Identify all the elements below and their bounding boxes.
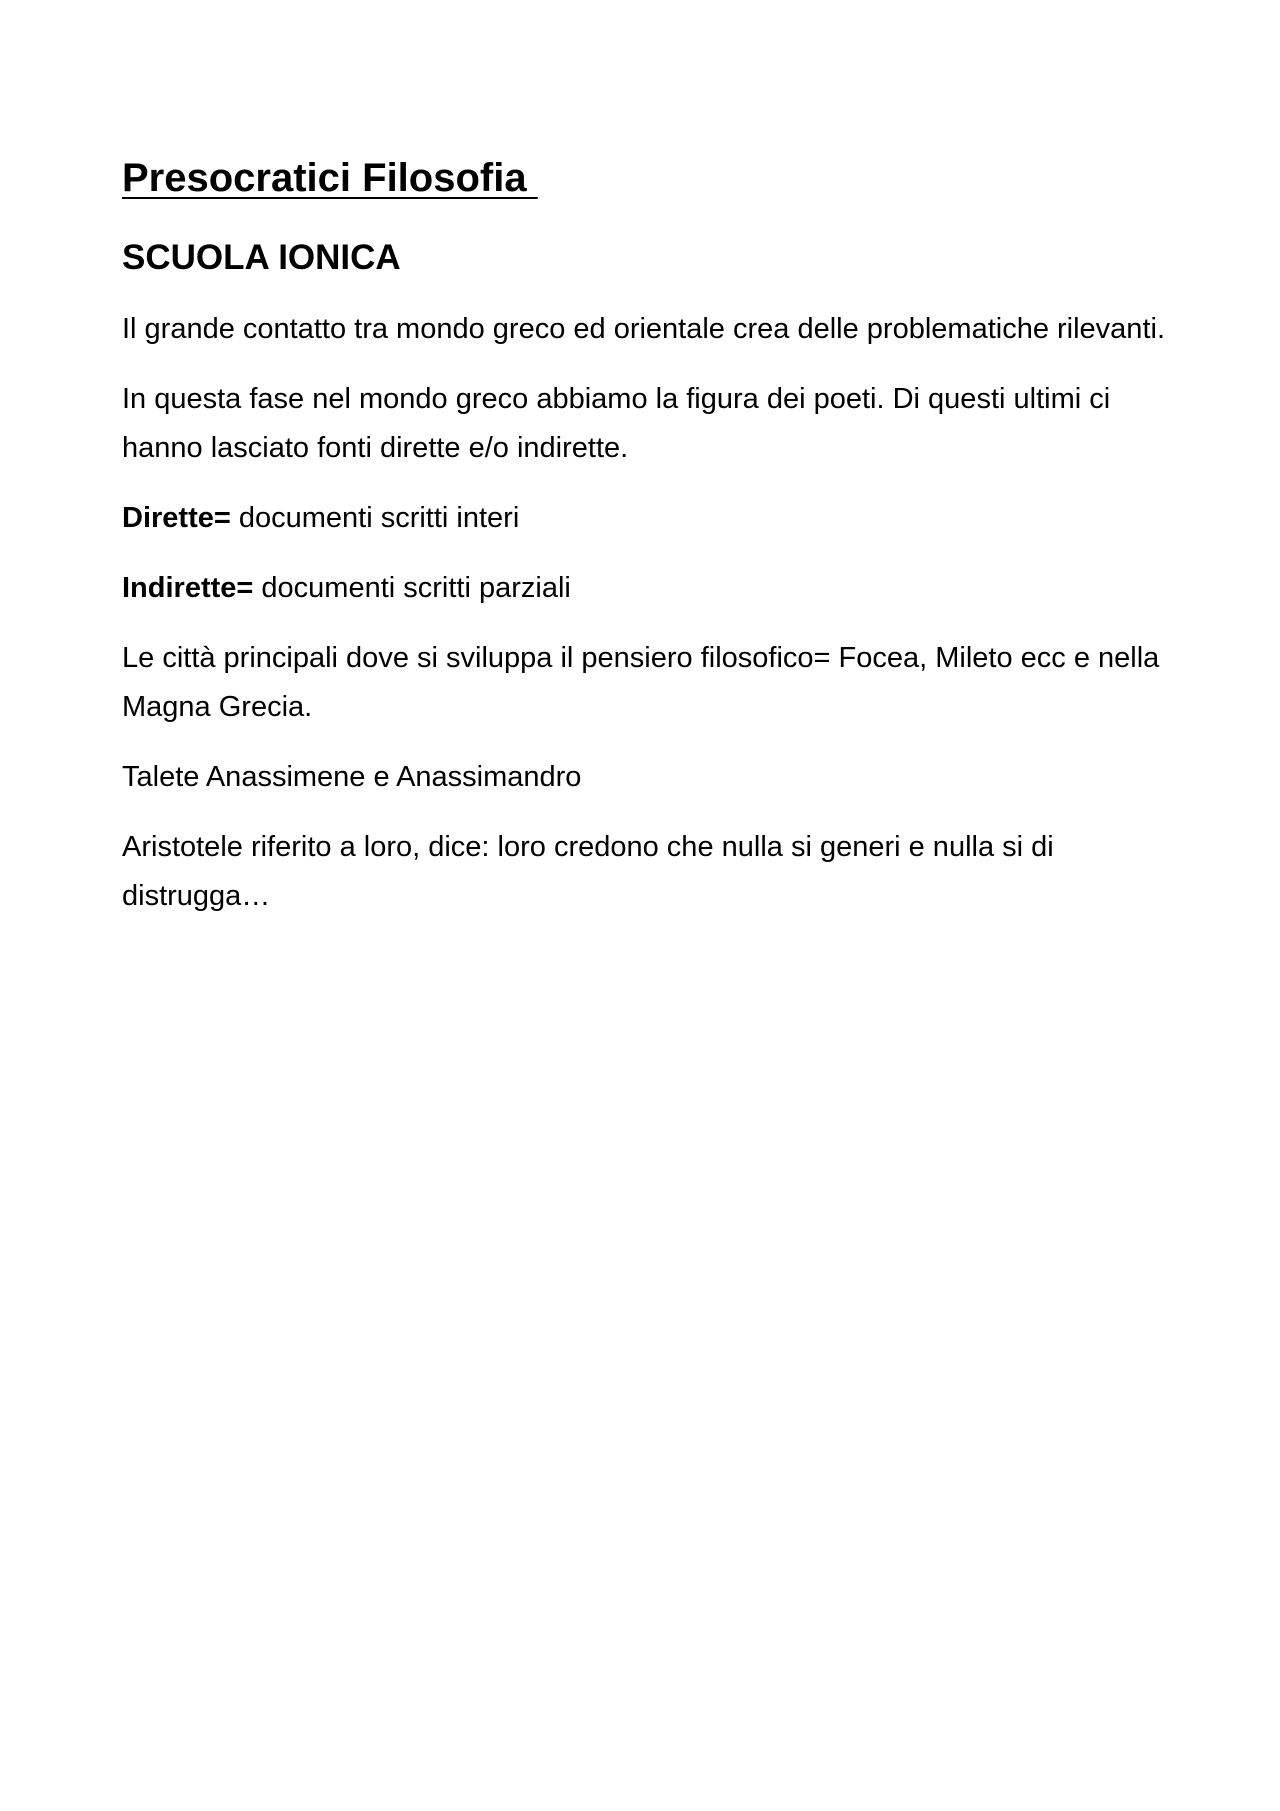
indirette-text: documenti scritti parziali xyxy=(253,572,571,604)
paragraph-contatto: Il grande contatto tra mondo greco ed orientale crea delle problematiche rilevanti. xyxy=(122,313,1165,345)
paragraph-dirette xyxy=(122,494,1172,543)
paragraph-poeti: In questa fase nel mondo greco abbiamo la figura dei poeti. Di questi ultimi ci hanno lasciato fonti dirette e/o indirette. xyxy=(122,383,1111,464)
paragraph-citta: Le città principali dove si sviluppa il pensiero filosofico= Focea, Mileto ecc e nella Magna Grecia. xyxy=(122,642,1160,723)
paragraph-indirette xyxy=(122,564,1172,613)
section-heading: SCUOLA IONICA xyxy=(122,238,401,277)
document-title: Presocratici Filosofia xyxy=(122,156,538,200)
document-body xyxy=(122,155,1172,942)
paragraph-aristotele: Aristotele riferito a loro, dice: loro credono che nulla si generi e nulla si di distrugga… xyxy=(122,831,1054,912)
indirette-label: Indirette= xyxy=(122,572,254,604)
dirette-label: Dirette= xyxy=(122,502,231,534)
dirette-text: documenti scritti interi xyxy=(230,502,520,534)
paragraph-filosofi: Talete Anassimene e Anassimandro xyxy=(122,761,582,793)
